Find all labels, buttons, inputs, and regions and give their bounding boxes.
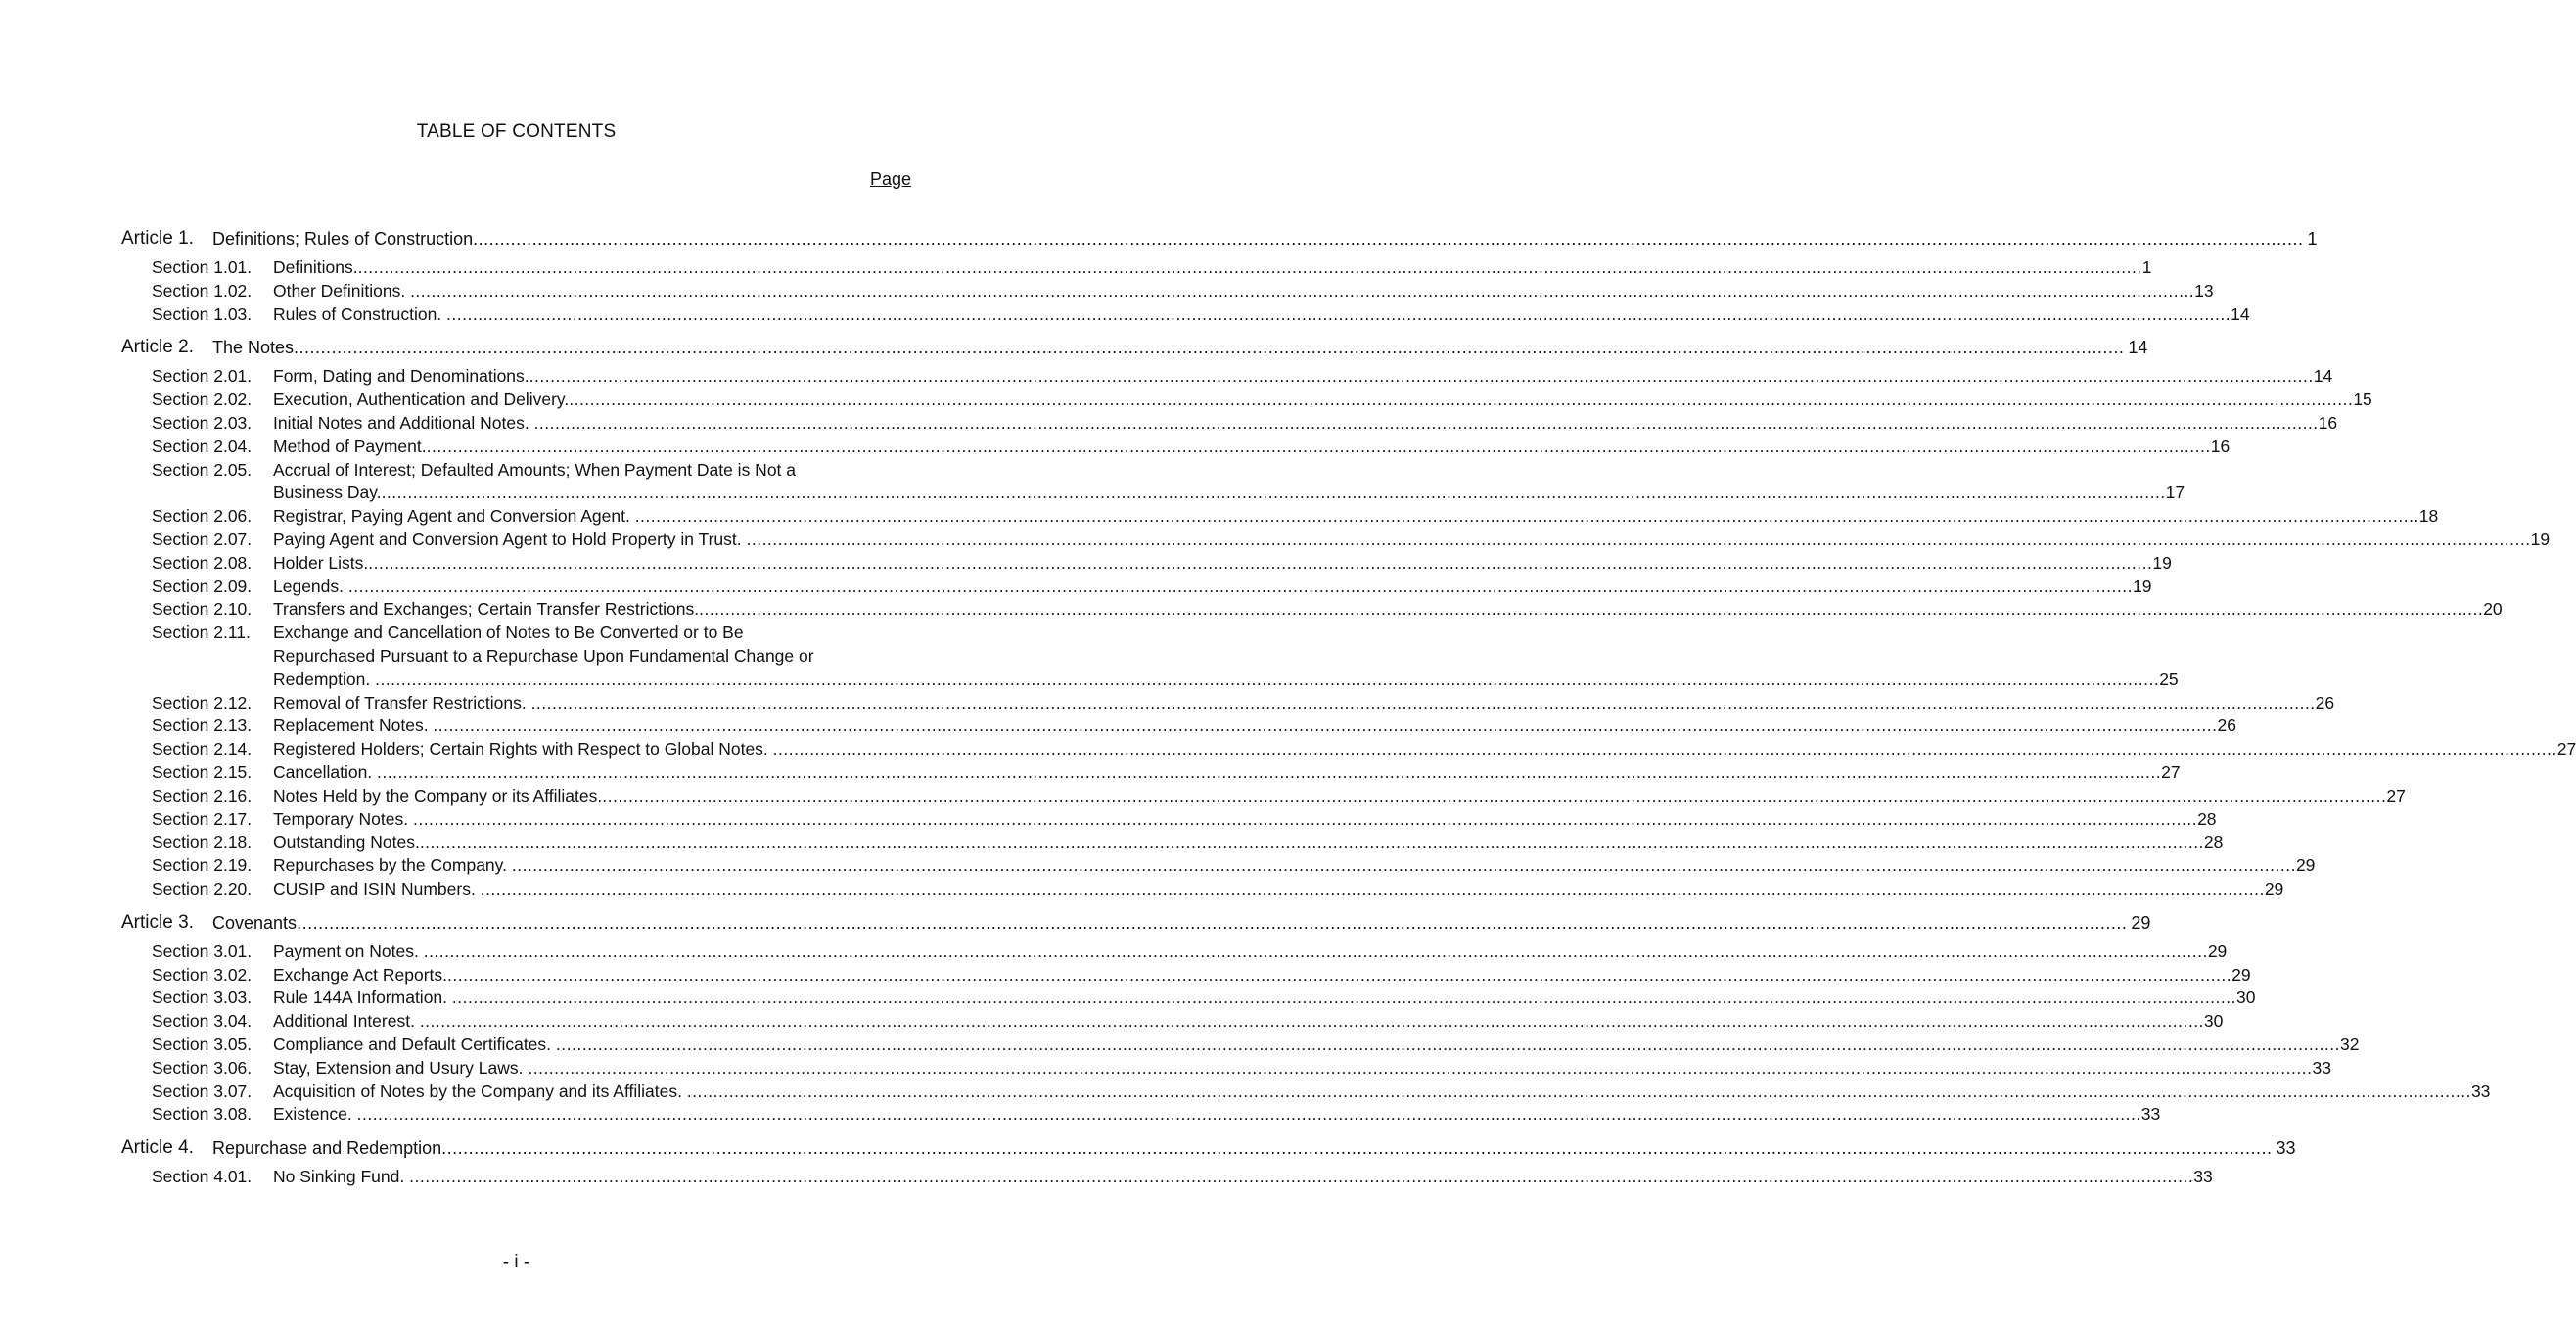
dot-leader — [375, 669, 2159, 689]
section-title-line: Temporary Notes. — [273, 808, 413, 829]
section-page-number: 28 — [2197, 808, 2217, 829]
article-page-number: 1 — [2307, 229, 2318, 249]
section-number: Section 2.07. — [152, 529, 253, 549]
section-title-row — [273, 256, 2152, 280]
section-title-block — [273, 436, 2231, 459]
section-page-number: 30 — [2236, 988, 2256, 1008]
section-page-number: 25 — [2159, 668, 2179, 689]
section-number: Section 2.05. — [152, 459, 253, 480]
section-page-number: 29 — [2264, 878, 2284, 898]
section-page-number: 19 — [2132, 576, 2152, 596]
section-number: Section 2.01. — [152, 366, 253, 387]
dot-leader — [534, 413, 2319, 433]
section-number: Section 2.03. — [152, 412, 253, 433]
toc-section-entry[interactable] — [152, 1103, 2161, 1127]
section-title-block — [273, 505, 2439, 529]
section-title-row — [273, 529, 2551, 552]
toc-article-entry[interactable] — [121, 223, 2318, 256]
dot-leader — [413, 809, 2197, 829]
article-title: Covenants — [212, 912, 298, 933]
dot-leader — [602, 786, 2386, 806]
toc-section-entry[interactable] — [152, 1010, 2224, 1034]
section-title-line: Transfers and Exchanges; Certain Transfer Restrictions. — [273, 599, 700, 620]
section-title-row — [273, 964, 2251, 988]
dot-leader — [377, 762, 2161, 782]
section-title-block — [273, 692, 2335, 715]
section-title-block — [273, 831, 2224, 854]
section-number: Section 3.02. — [152, 964, 253, 985]
section-page-number: 17 — [2165, 483, 2185, 503]
section-title-row — [273, 785, 2406, 808]
section-title-line: Exchange Act Reports. — [273, 964, 448, 985]
article-title-row — [212, 334, 2148, 361]
dot-leader — [409, 1167, 2193, 1186]
section-page-number: 16 — [2318, 412, 2338, 433]
section-number: Section 2.04. — [152, 436, 253, 456]
toc-section-entry[interactable] — [152, 622, 2179, 691]
dot-leader — [531, 693, 2316, 713]
toc-section-entry[interactable] — [152, 459, 2185, 506]
section-title-row — [273, 436, 2231, 459]
section-title-block — [273, 1010, 2224, 1034]
section-title-block — [273, 808, 2217, 832]
toc-section-entry[interactable] — [152, 964, 2251, 988]
section-page-number: 20 — [2483, 599, 2503, 620]
section-title-row — [273, 941, 2228, 964]
section-page-number: 14 — [2313, 366, 2333, 387]
dot-leader — [433, 715, 2217, 735]
section-title-block — [273, 389, 2372, 412]
toc-article-entry[interactable] — [121, 1132, 2296, 1166]
section-number: Section 4.01. — [152, 1167, 253, 1187]
toc-section-entry[interactable] — [152, 303, 2250, 327]
section-page-number: 19 — [2152, 552, 2172, 573]
toc-section-entry[interactable] — [152, 785, 2406, 808]
section-title-block — [273, 1081, 2491, 1104]
section-number: Section 1.02. — [152, 280, 253, 300]
dot-leader — [699, 599, 2483, 619]
section-number: Section 1.01. — [152, 257, 253, 277]
section-title-row — [273, 576, 2152, 599]
section-title-row — [273, 808, 2217, 832]
toc-section-entry[interactable] — [152, 831, 2224, 854]
section-title-line: Legends. — [273, 576, 348, 596]
toc-article-entry[interactable] — [121, 907, 2151, 941]
section-title-block — [273, 529, 2551, 552]
section-title-row — [273, 280, 2214, 303]
dot-leader — [512, 855, 2296, 875]
section-number: Section 2.16. — [152, 785, 253, 806]
section-number: Section 3.07. — [152, 1081, 253, 1101]
toc-section-entry[interactable] — [152, 389, 2372, 412]
section-title-line: Paying Agent and Conversion Agent to Hold Property in Trust. — [273, 529, 747, 549]
section-title-block — [273, 598, 2503, 622]
section-page-number: 33 — [2312, 1057, 2331, 1078]
section-number: Section 2.15. — [152, 761, 253, 782]
section-title-line: Execution, Authentication and Delivery. — [273, 390, 570, 410]
dot-leader — [446, 304, 2231, 324]
section-title-line: Removal of Transfer Restrictions. — [273, 692, 531, 713]
section-number: Section 3.04. — [152, 1011, 253, 1032]
section-title-block — [273, 761, 2181, 785]
section-number: Section 2.09. — [152, 576, 253, 596]
section-title-line: Other Definitions. — [273, 280, 411, 300]
section-title-line: Accrual of Interest; Defaulted Amounts; When Payment Date is Not a — [273, 459, 797, 480]
dot-leader — [556, 1035, 2340, 1054]
section-title-row — [273, 505, 2439, 529]
section-title-row — [273, 692, 2335, 715]
section-title-line: Registrar, Paying Agent and Conversion Agent. — [273, 506, 635, 527]
section-title-row — [273, 389, 2372, 412]
article-number: Article 4. — [121, 1137, 194, 1159]
section-title-line: Repurchased Pursuant to a Repurchase Upon Fundamental Change or — [273, 645, 814, 666]
section-title-row — [273, 412, 2338, 436]
section-title-block — [273, 878, 2284, 901]
section-number: Section 3.08. — [152, 1104, 253, 1125]
toc-section-entry[interactable] — [152, 854, 2316, 878]
section-title-block — [273, 1057, 2331, 1081]
section-number: Section 2.06. — [152, 506, 253, 527]
section-title-row — [273, 1010, 2224, 1034]
section-title-row — [273, 714, 2236, 738]
toc-section-entry[interactable] — [152, 1057, 2331, 1081]
toc-section-entry[interactable] — [152, 552, 2172, 576]
section-title-line: Registered Holders; Certain Rights with Respect to Global Notes. — [273, 739, 773, 760]
section-title-row — [273, 854, 2316, 878]
section-title-line: CUSIP and ISIN Numbers. — [273, 878, 481, 898]
toc-section-entry[interactable] — [152, 365, 2333, 389]
article-title-row — [212, 225, 2318, 253]
section-title-line: Repurchases by the Company. — [273, 855, 512, 876]
section-number: Section 3.05. — [152, 1034, 253, 1054]
section-number: Section 2.12. — [152, 692, 253, 713]
section-title-line: Replacement Notes. — [273, 715, 434, 736]
section-title-row — [273, 668, 2179, 692]
section-title-block — [273, 738, 2576, 761]
section-title-row — [273, 987, 2256, 1010]
toc-section-entry[interactable] — [152, 808, 2217, 832]
section-title-block — [273, 303, 2250, 327]
section-page-number: 27 — [2161, 761, 2181, 782]
dot-leader — [348, 576, 2133, 596]
section-page-number: 33 — [2140, 1104, 2161, 1125]
section-page-number: 14 — [2231, 303, 2250, 324]
toc-section-entry[interactable] — [152, 987, 2256, 1010]
section-title-line: Additional Interest. — [273, 1011, 420, 1032]
dot-leader — [481, 879, 2265, 898]
toc-section-entry[interactable] — [152, 878, 2284, 901]
dot-leader — [529, 366, 2314, 386]
section-title-line: Business Day. — [273, 483, 382, 503]
section-number: Section 2.20. — [152, 878, 253, 898]
dot-leader — [294, 334, 2124, 361]
section-title-row — [273, 761, 2181, 785]
dot-leader — [746, 530, 2530, 549]
article-page-number: 14 — [2128, 338, 2148, 358]
toc-section-entry[interactable] — [152, 576, 2152, 599]
article-number: Article 3. — [121, 911, 194, 933]
article-title: The Notes — [212, 338, 295, 358]
section-page-number: 27 — [2556, 739, 2576, 760]
section-page-number: 13 — [2194, 280, 2214, 300]
article-page-number: 33 — [2276, 1138, 2296, 1159]
dot-leader — [410, 281, 2194, 300]
section-page-number: 30 — [2203, 1011, 2224, 1032]
dot-leader — [447, 965, 2231, 985]
section-number: Section 2.11. — [152, 622, 251, 643]
section-number: Section 2.13. — [152, 715, 253, 736]
section-title-row — [273, 598, 2503, 622]
section-title-line: Form, Dating and Denominations. — [273, 366, 529, 387]
toc-section-entry[interactable] — [152, 714, 2236, 738]
section-page-number: 29 — [2231, 964, 2251, 985]
section-title-block — [273, 459, 2185, 506]
section-number: Section 3.03. — [152, 988, 253, 1008]
section-title-line: No Sinking Fund. — [273, 1167, 410, 1187]
section-page-number: 27 — [2386, 785, 2406, 806]
section-page-number: 26 — [2315, 692, 2335, 713]
section-title-line: Compliance and Default Certificates. — [273, 1034, 556, 1054]
dot-leader — [473, 225, 2303, 253]
section-page-number: 33 — [2470, 1081, 2491, 1101]
section-title-row — [273, 1034, 2360, 1057]
dot-leader — [569, 390, 2353, 409]
section-title-line: Rules of Construction. — [273, 303, 447, 324]
dot-leader — [773, 739, 2557, 759]
section-title-row — [273, 831, 2224, 854]
dot-leader — [420, 1011, 2204, 1031]
dot-leader — [382, 483, 2166, 502]
section-title-block — [273, 964, 2251, 988]
page-title: TABLE OF CONTENTS — [416, 121, 617, 142]
section-page-number: 28 — [2203, 832, 2224, 852]
section-title-block — [273, 854, 2316, 878]
dot-leader — [452, 988, 2236, 1007]
section-page-number: 1 — [2141, 257, 2152, 277]
section-title-block — [273, 622, 2179, 691]
section-title-block — [273, 941, 2228, 964]
section-number: Section 3.06. — [152, 1057, 253, 1078]
toc-section-entry[interactable] — [152, 436, 2231, 459]
article-title-row — [212, 909, 2151, 937]
toc-article-entry[interactable] — [121, 332, 2148, 365]
section-title-row — [273, 738, 2576, 761]
article-number: Article 1. — [121, 228, 194, 249]
toc-section-entry[interactable] — [152, 598, 2503, 622]
section-title-block — [273, 1034, 2360, 1057]
section-number: Section 3.01. — [152, 941, 253, 961]
toc-section-entry[interactable] — [152, 1081, 2491, 1104]
article-title: Definitions; Rules of Construction — [212, 229, 474, 249]
toc-section-entry[interactable] — [152, 280, 2214, 303]
section-title-block — [273, 576, 2152, 599]
section-title-block — [273, 714, 2236, 738]
section-title-line: Acquisition of Notes by the Company and its Affiliates. — [273, 1081, 687, 1101]
page-column-label: Page — [869, 169, 911, 189]
toc-section-entry[interactable] — [152, 256, 2152, 280]
toc-section-entry[interactable] — [152, 761, 2181, 785]
toc-section-entry[interactable] — [152, 692, 2335, 715]
section-page-number: 32 — [2340, 1034, 2360, 1054]
section-number: Section 2.17. — [152, 808, 253, 829]
toc-section-entry[interactable] — [152, 529, 2551, 552]
section-title-line: Stay, Extension and Usury Laws. — [273, 1057, 529, 1078]
section-page-number: 29 — [2207, 941, 2228, 961]
section-number: Section 1.03. — [152, 303, 253, 324]
dot-leader — [427, 437, 2211, 456]
section-title-row — [273, 365, 2333, 389]
dot-leader — [358, 257, 2142, 277]
section-title-row — [273, 303, 2250, 327]
dot-leader — [420, 832, 2204, 852]
section-title-row — [273, 1166, 2213, 1189]
section-title-block — [273, 365, 2333, 389]
article-title-row — [212, 1134, 2296, 1162]
section-title-line: Initial Notes and Additional Notes. — [273, 412, 534, 433]
section-page-number: 15 — [2353, 390, 2372, 410]
section-title-block — [273, 785, 2406, 808]
section-title-row — [273, 1057, 2331, 1081]
section-title-block — [273, 256, 2152, 280]
section-title-block — [273, 987, 2256, 1010]
toc-section-entry[interactable] — [152, 941, 2228, 964]
section-title-block — [273, 412, 2338, 436]
page-number-footer: - i - — [502, 1252, 530, 1272]
section-title-block — [273, 552, 2172, 576]
dot-leader — [424, 942, 2208, 961]
section-title-line: Existence. — [273, 1104, 357, 1125]
article-title: Repurchase and Redemption — [212, 1138, 442, 1159]
section-title-block — [273, 280, 2214, 303]
dot-leader — [441, 1134, 2272, 1162]
section-page-number: 33 — [2193, 1167, 2213, 1187]
section-page-number: 16 — [2210, 436, 2231, 456]
section-title-row — [273, 552, 2172, 576]
table-of-contents — [0, 223, 2576, 1189]
section-number: Section 2.10. — [152, 599, 253, 620]
dot-leader — [635, 506, 2419, 526]
section-title-line: Definitions. — [273, 257, 358, 277]
article-page-number: 29 — [2131, 912, 2151, 933]
section-title-line: Rule 144A Information. — [273, 988, 452, 1008]
toc-section-entry[interactable] — [152, 412, 2338, 436]
section-title-row — [273, 878, 2284, 901]
section-number: Section 2.08. — [152, 552, 253, 573]
toc-section-entry[interactable] — [152, 1166, 2213, 1189]
section-title-line: Method of Payment. — [273, 436, 427, 456]
section-title-line: Payment on Notes. — [273, 941, 424, 961]
dot-leader — [368, 553, 2152, 573]
dot-leader — [687, 1082, 2471, 1101]
section-title-line: Exchange and Cancellation of Notes to Be Converted or to Be — [273, 622, 744, 643]
section-title-line: Outstanding Notes. — [273, 832, 420, 852]
dot-leader — [297, 909, 2127, 937]
section-title-line: Redemption. — [273, 668, 376, 689]
toc-section-entry[interactable] — [152, 505, 2439, 529]
section-page-number: 19 — [2530, 529, 2551, 549]
section-number: Section 2.14. — [152, 739, 253, 760]
section-title-block — [273, 1166, 2213, 1189]
section-title-line: Notes Held by the Company or its Affiliates. — [273, 785, 603, 806]
section-page-number: 29 — [2295, 855, 2316, 876]
section-title-row — [273, 1081, 2491, 1104]
section-title-row — [273, 482, 2185, 505]
dot-leader — [357, 1104, 2141, 1124]
toc-section-entry[interactable] — [152, 738, 2576, 761]
section-title-row — [273, 1103, 2161, 1127]
toc-section-entry[interactable] — [152, 1034, 2360, 1057]
section-title-line: Holder Lists. — [273, 552, 369, 573]
section-number: Section 2.18. — [152, 832, 253, 852]
section-page-number: 26 — [2217, 715, 2236, 736]
section-title-block — [273, 1103, 2161, 1127]
section-number: Section 2.19. — [152, 855, 253, 876]
section-number: Section 2.02. — [152, 390, 253, 410]
dot-leader — [528, 1058, 2312, 1078]
article-number: Article 2. — [121, 337, 194, 358]
section-title-line: Cancellation. — [273, 761, 378, 782]
section-page-number: 18 — [2418, 506, 2439, 527]
